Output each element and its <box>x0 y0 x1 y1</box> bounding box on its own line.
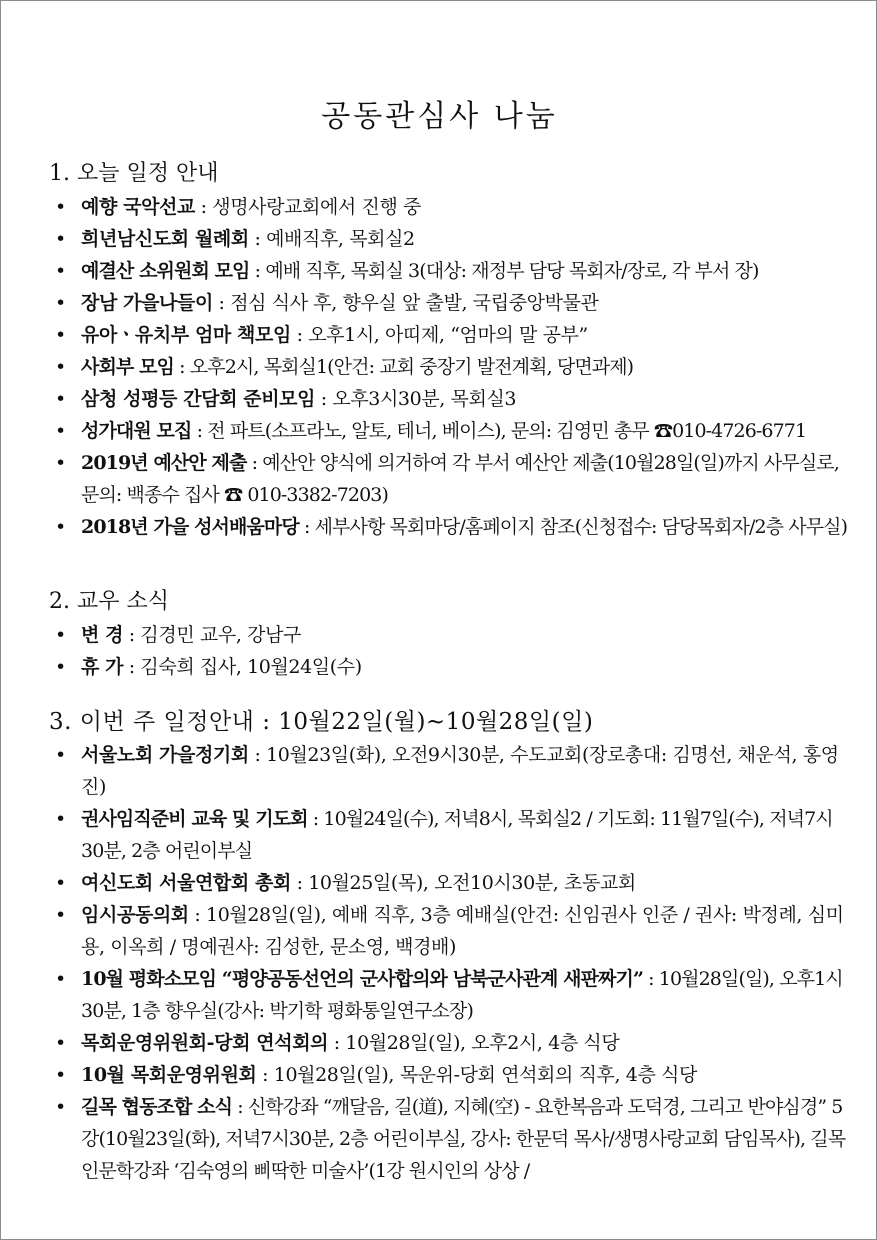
bullet-icon: • <box>55 808 66 830</box>
list-item: • 임시공동의회 : 10월28일(일), 예배 직후, 3층 예배실(안건: 신임권사 인준 / 권사: 박정례, 심미용, 이옥희 / 명예권사: 김성한, 문소영, 백경배) <box>49 899 849 963</box>
list-item: • 2018년 가을 성서배움마당 : 세부사항 목회마당/홈페이지 참조(신청접수: 담당목회자/2층 사무실) <box>49 511 849 543</box>
item-text: 오후1시, 아띠제, “엄마의 말 공부” <box>308 324 588 346</box>
item-text: 오후2시, 목회실1(안건: 교회 중장기 발전계획, 당면과제) <box>189 356 634 378</box>
bullet-icon: • <box>55 1032 66 1054</box>
item-text: 점심 식사 후, 향우실 앞 출발, 국립중앙박물관 <box>230 292 599 314</box>
item-label: 장남 가을나들이 <box>81 292 213 314</box>
list-item: • 변 경 : 김경민 교우, 강남구 <box>49 619 849 651</box>
bullet-icon: • <box>55 420 66 442</box>
bullet-icon: • <box>55 1096 66 1118</box>
list-item: • 삼청 성평등 간담회 준비모임 : 오후3시30분, 목회실3 <box>49 383 849 415</box>
list-item: • 사회부 모임 : 오후2시, 목회실1(안건: 교회 중장기 발전계획, 당면과제) <box>49 351 849 383</box>
bullet-icon: • <box>55 228 66 250</box>
item-label: 2019년 예산안 제출 <box>81 452 247 474</box>
item-label: 길목 협동조합 소식 <box>81 1096 233 1118</box>
section-heading: 3. 이번 주 일정안내 : 10월22일(월)~10월28일(일) <box>49 709 594 735</box>
item-text: 10월28일(일), 오후1시30분, 1층 향우실(강사: 박기학 평화통일연구소장) <box>81 968 843 1022</box>
bullet-icon: • <box>55 292 66 314</box>
item-text: 신학강좌 “깨달음, 길(道), 지혜(空) - 요한복음과 도덕경, 그리고 반야심경” 5강(10월23일(화), 저녁7시30분, 2층 어린이부실, 강사: 한문덕 목사/생명사랑교회 담임목사), 길목 인문학강좌 ‘김숙영의 삐딱한 미술사’(1강 원시인의 상상 / <box>81 1096 846 1182</box>
item-label: 여신도회 서울연합회 총회 <box>81 872 291 894</box>
item-label: 2018년 가을 성서배움마당 <box>81 516 299 538</box>
list-item: • 서울노회 가을정기회 : 10월23일(화), 오전9시30분, 수도교회(장로총대: 김명선, 채운석, 홍영진) <box>49 739 849 803</box>
list-item: • 유아ㆍ유치부 엄마 책모임 : 오후1시, 아띠제, “엄마의 말 공부” <box>49 319 849 351</box>
bullet-icon: • <box>55 452 66 474</box>
page-title: 공동관심사 나눔 <box>321 99 558 134</box>
item-text: 오후3시30분, 목회실3 <box>332 388 517 410</box>
item-label: 삼청 성평등 간담회 준비모임 <box>81 388 316 410</box>
item-text: 예배직후, 목회실2 <box>266 228 415 250</box>
list-item: • 성가대원 모집 : 전 파트(소프라노, 알토, 테너, 베이스), 문의: 김영민 총무 ☎010-4726-6771 <box>49 415 849 447</box>
list-item: • 2019년 예산안 제출 : 예산안 양식에 의거하여 각 부서 예산안 제출(10월28일(일)까지 사무실로, 문의: 백종수 집사 ☎ 010-3382-7203) <box>49 447 849 511</box>
bullet-icon: • <box>55 904 66 926</box>
list-item: • 목회운영위원회-당회 연석회의 : 10월28일(일), 오후2시, 4층 식당 <box>49 1027 849 1059</box>
list-item: • 10월 평화소모임 “평양공동선언의 군사합의와 남북군사관계 새판짜기” : 10월28일(일), 오후1시30분, 1층 향우실(강사: 박기학 평화통일연구소장) <box>49 963 849 1027</box>
bullet-icon: • <box>55 196 66 218</box>
item-label: 성가대원 모집 <box>81 420 192 442</box>
bullet-icon: • <box>55 744 66 766</box>
item-text: 전 파트(소프라노, 알토, 테너, 베이스), 문의: 김영민 총무 ☎010-4726-6771 <box>207 420 807 442</box>
item-label: 서울노회 가을정기회 <box>81 744 249 766</box>
item-label: 예결산 소위원회 모임 <box>81 260 250 282</box>
item-text: 예배 직후, 목회실 3(대상: 재정부 담당 목회자/장로, 각 부서 장) <box>265 260 759 282</box>
bullet-icon: • <box>55 1064 66 1086</box>
item-label: 10월 평화소모임 “평양공동선언의 군사합의와 남북군사관계 새판짜기” <box>81 968 643 990</box>
item-label: 임시공동의회 <box>81 904 189 926</box>
list-item: • 권사임직준비 교육 및 기도회 : 10월24일(수), 저녁8시, 목회실2 / 기도회: 11월7일(수), 저녁7시30분, 2층 어린이부실 <box>49 803 849 867</box>
item-text: 세부사항 목회마당/홈페이지 참조(신청접수: 담당목회자/2층 사무실) <box>314 516 848 538</box>
list-item: • 10월 목회운영위원회 : 10월28일(일), 목운위-당회 연석회의 직후, 4층 식당 <box>49 1059 849 1091</box>
item-label: 휴 가 <box>81 656 124 678</box>
list-item: • 휴 가 : 김숙희 집사, 10월24일(수) <box>49 651 849 683</box>
section-heading-dates: 10월22일(월)~10월28일(일) <box>278 709 594 735</box>
item-label: 예향 국악선교 <box>81 196 195 218</box>
item-text: 10월23일(화), 오전9시30분, 수도교회(장로총대: 김명선, 채운석, 홍영진) <box>81 744 839 798</box>
item-label: 변 경 <box>81 624 124 646</box>
section-heading-title: 3. 이번 주 일정안내 <box>49 709 255 735</box>
bullet-icon: • <box>55 624 66 646</box>
item-text: 10월28일(일), 목운위-당회 연석회의 직후, 4층 식당 <box>273 1064 697 1086</box>
section-heading: 2. 교우 소식 <box>49 589 169 614</box>
bullet-icon: • <box>55 388 66 410</box>
section-today-schedule <box>49 159 849 543</box>
item-text: 김숙희 집사, 10월24일(수) <box>140 656 362 678</box>
section-heading: 1. 오늘 일정 안내 <box>49 161 219 186</box>
bullet-icon: • <box>55 968 66 990</box>
item-label: 사회부 모임 <box>81 356 174 378</box>
item-text: 10월25일(목), 오전10시30분, 초동교회 <box>308 872 636 894</box>
list-item: • 예결산 소위원회 모임 : 예배 직후, 목회실 3(대상: 재정부 담당 목회자/장로, 각 부서 장) <box>49 255 849 287</box>
item-text: 10월24일(수), 저녁8시, 목회실2 / 기도회: 11월7일(수), 저녁7시30분, 2층 어린이부실 <box>81 808 833 862</box>
bullet-icon: • <box>55 516 66 538</box>
list-item: • 예향 국악선교 : 생명사랑교회에서 진행 중 <box>49 191 849 223</box>
list-item: • 여신도회 서울연합회 총회 : 10월25일(목), 오전10시30분, 초동교회 <box>49 867 849 899</box>
item-label: 유아ㆍ유치부 엄마 책모임 <box>81 324 291 346</box>
item-text: 10월28일(일), 예배 직후, 3층 예배실(안건: 신임권사 인준 / 권사: 박정례, 심미용, 이옥희 / 명예권사: 김성한, 문소영, 백경배) <box>81 904 844 958</box>
item-label: 권사임직준비 교육 및 기도회 <box>81 808 308 830</box>
bullet-icon: • <box>55 356 66 378</box>
item-label: 10월 목회운영위원회 <box>81 1064 257 1086</box>
item-text: 김경민 교우, 강남구 <box>140 624 301 646</box>
bullet-icon: • <box>55 324 66 346</box>
bullet-icon: • <box>55 260 66 282</box>
item-text: 예산안 양식에 의거하여 각 부서 예산안 제출(10월28일(일)까지 사무실로, 문의: 백종수 집사 ☎ 010-3382-7203) <box>81 452 839 506</box>
bullet-icon: • <box>55 872 66 894</box>
bullet-icon: • <box>55 656 66 678</box>
list-item: • 희년남신도회 월례회 : 예배직후, 목회실2 <box>49 223 849 255</box>
item-label: 희년남신도회 월례회 <box>81 228 249 250</box>
item-text: 생명사랑교회에서 진행 중 <box>212 196 422 218</box>
section-weekly-schedule <box>49 707 849 1187</box>
item-text: 10월28일(일), 오후2시, 4층 식당 <box>345 1032 620 1054</box>
list-item: • 장남 가을나들이 : 점심 식사 후, 향우실 앞 출발, 국립중앙박물관 <box>49 287 849 319</box>
section-member-news <box>49 587 849 683</box>
item-label: 목회운영위원회-당회 연석회의 <box>81 1032 329 1054</box>
list-item: • 길목 협동조합 소식 : 신학강좌 “깨달음, 길(道), 지혜(空) - 요한복음과 도덕경, 그리고 반야심경” 5강(10월23일(화), 저녁7시30분, 2층 어린이부실, 강사: 한문덕 목사/생명사랑교회 담임목사), 길목 인문학강좌 ‘김숙영의 삐딱한 미술사’(1강 원시인의 상상 / <box>49 1091 849 1187</box>
